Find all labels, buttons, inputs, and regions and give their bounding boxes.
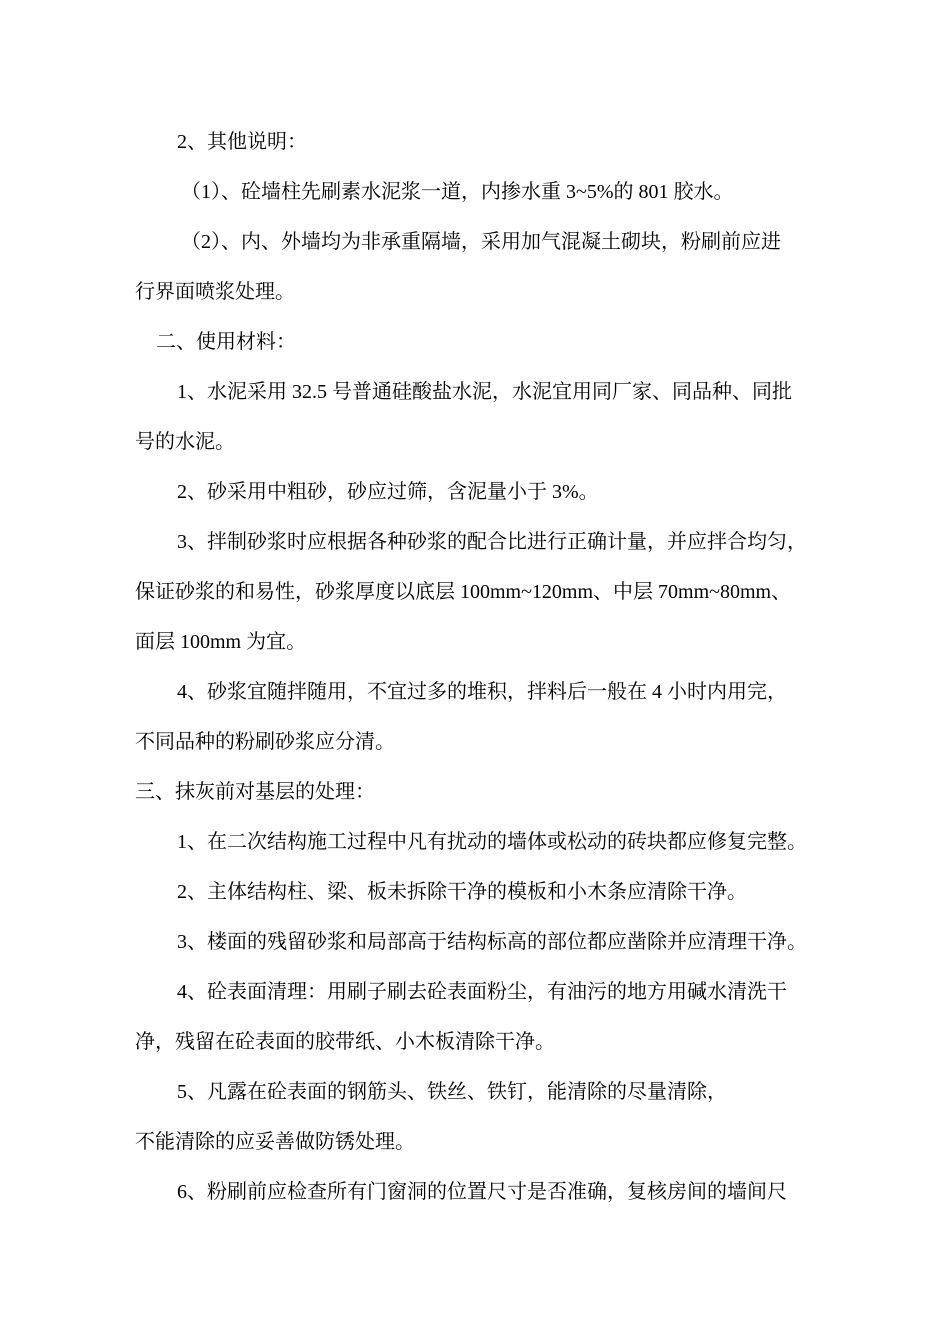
paragraph-line: 行界面喷浆处理。 (135, 281, 295, 303)
paragraph-line: 1、在二次结构施工过程中凡有扰动的墙体或松动的砖块都应修复完整。 (177, 831, 807, 853)
paragraph-line: 不同品种的粉刷砂浆应分清。 (135, 731, 395, 753)
paragraph-line: 2、其他说明： (177, 131, 307, 153)
paragraph-line: （1）、砼墙柱先刷素水泥浆一道，内掺水重 3~5%的 801 胶水。 (181, 181, 734, 203)
paragraph-line: 2、主体结构柱、梁、板未拆除干净的模板和小木条应清除干净。 (177, 881, 747, 903)
paragraph-line: 3、楼面的残留砂浆和局部高于结构标高的部位都应凿除并应清理干净。 (177, 931, 807, 953)
paragraph-line: 不能清除的应妥善做防锈处理。 (135, 1131, 415, 1153)
section-heading: 二、使用材料： (156, 331, 296, 353)
paragraph-line: 号的水泥。 (135, 431, 235, 453)
paragraph-line: 4、砼表面清理：用刷子刷去砼表面粉尘，有油污的地方用碱水清洗干 (177, 981, 787, 1003)
paragraph-line: 5、凡露在砼表面的钢筋头、铁丝、铁钉，能清除的尽量清除， (177, 1081, 727, 1103)
paragraph-line: （2）、内、外墙均为非承重隔墙，采用加气混凝土砌块，粉刷前应进 (181, 231, 781, 253)
paragraph-line: 4、砂浆宜随拌随用，不宜过多的堆积，拌料后一般在 4 小时内用完， (177, 681, 787, 703)
paragraph-line: 保证砂浆的和易性，砂浆厚度以底层 100mm~120mm、中层 70mm~80mm、 (135, 581, 792, 603)
paragraph-line: 2、砂采用中粗砂，砂应过筛，含泥量小于 3%。 (177, 481, 599, 503)
paragraph-line: 1、水泥采用 32.5 号普通硅酸盐水泥，水泥宜用同厂家、同品种、同批 (177, 381, 792, 403)
paragraph-line: 净，残留在砼表面的胶带纸、小木板清除干净。 (135, 1031, 555, 1053)
paragraph-line: 面层 100mm 为宜。 (135, 631, 307, 653)
paragraph-line: 6、粉刷前应检查所有门窗洞的位置尺寸是否准确，复核房间的墙间尺 (177, 1181, 787, 1203)
paragraph-line: 3、拌制砂浆时应根据各种砂浆的配合比进行正确计量，并应拌合均匀， (177, 531, 807, 553)
section-heading: 三、抹灰前对基层的处理： (135, 781, 375, 803)
